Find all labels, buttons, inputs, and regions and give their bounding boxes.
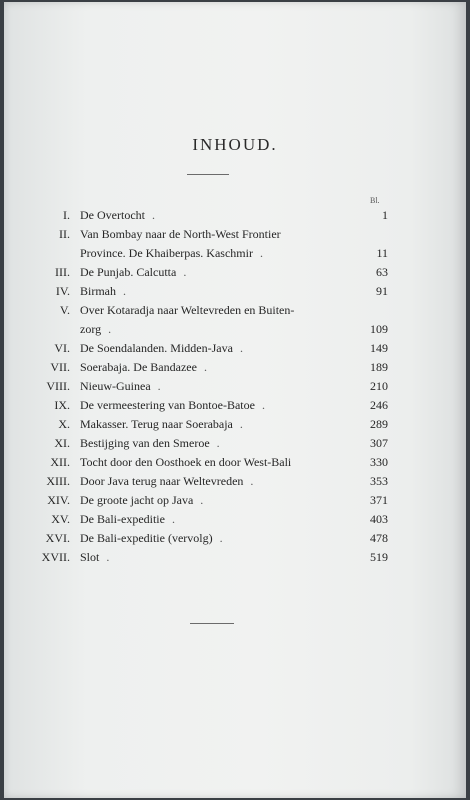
toc-entry: IX. De vermeestering van Bontoe-Batoe . 246 <box>28 398 388 417</box>
page-number: 330 <box>370 455 388 469</box>
toc-entry: XV. De Bali-expeditie . 403 <box>28 512 388 531</box>
chapter-title: De vermeestering van Bontoe-Batoe <box>80 398 255 412</box>
bottom-rule <box>190 623 234 624</box>
chapter-number: XIV. <box>47 493 70 507</box>
chapter-number: II. <box>59 227 70 241</box>
chapter-number: III. <box>55 265 70 279</box>
page-number: 91 <box>376 284 388 298</box>
chapter-number: XVII. <box>41 550 70 564</box>
chapter-title: Soerabaja. De Bandazee <box>80 360 197 374</box>
chapter-title: Van Bombay naar de North-West Frontier <box>80 227 281 241</box>
page-column-header: Bl. <box>370 196 380 205</box>
page-number: 149 <box>370 341 388 355</box>
chapter-number: VI. <box>54 341 70 355</box>
page-number: 371 <box>370 493 388 507</box>
page-title: INHOUD. <box>192 135 278 154</box>
chapter-number: X. <box>58 417 70 431</box>
page-number: 519 <box>370 550 388 564</box>
chapter-number: I. <box>63 208 70 222</box>
chapter-title: De groote jacht op Java <box>80 493 194 507</box>
toc-entry: II. Van Bombay naar de North-West Frontier Province. De Khaiberpas. Kaschmir . 11 <box>28 227 388 265</box>
toc-entry: IV. Birmah . 91 <box>28 284 388 303</box>
chapter-title: Over Kotaradja naar Weltevreden en Buiten- <box>80 303 295 317</box>
chapter-title: Tocht door den Oosthoek en door West-Bali <box>80 455 292 469</box>
toc-entry: I. De Overtocht . 1 <box>28 208 388 227</box>
page-number: 210 <box>370 379 388 393</box>
title-rule <box>187 174 229 175</box>
toc-entry: VI. De Soendalanden. Midden-Java . 149 <box>28 341 388 360</box>
chapter-title: De Bali-expeditie <box>80 512 165 526</box>
toc-entry: XVII. Slot . 519 <box>28 550 388 569</box>
chapter-number: XV. <box>51 512 70 526</box>
chapter-title: Nieuw-Guinea <box>80 379 151 393</box>
page-number: 478 <box>370 531 388 545</box>
toc-entry: XIII. Door Java terug naar Weltevreden . 353 <box>28 474 388 493</box>
chapter-title: De Bali-expeditie (vervolg) <box>80 531 213 545</box>
chapter-title: Bestijging van den Smeroe <box>80 436 210 450</box>
page-number: 189 <box>370 360 388 374</box>
chapter-title: Makasser. Terug naar Soerabaja <box>80 417 233 431</box>
chapter-title: De Punjab. Calcutta <box>80 265 177 279</box>
chapter-title-continued: zorg <box>80 322 102 336</box>
toc-entry <box>28 455 388 474</box>
chapter-title: Birmah <box>80 284 116 298</box>
table-of-contents <box>28 208 388 569</box>
chapter-number: V. <box>59 303 70 317</box>
toc-entry: X. Makasser. Terug naar Soerabaja . 289 <box>28 417 388 436</box>
toc-entry: XIV. De groote jacht op Java . 371 <box>28 493 388 512</box>
chapter-title: Slot <box>80 550 100 564</box>
page-number: 63 <box>376 265 388 279</box>
page-number: 353 <box>370 474 388 488</box>
chapter-title: De Soendalanden. Midden-Java <box>80 341 233 355</box>
chapter-title: Door Java terug naar Weltevreden <box>80 474 244 488</box>
chapter-number: XIII. <box>46 474 70 488</box>
page-number: 307 <box>370 436 388 450</box>
chapter-number: VIII. <box>46 379 70 393</box>
chapter-number: XII. <box>50 455 70 469</box>
toc-entry: VII. Soerabaja. De Bandazee . 189 <box>28 360 388 379</box>
book-page <box>4 2 466 798</box>
toc-entry: XVI. De Bali-expeditie (vervolg) . 478 <box>28 531 388 550</box>
chapter-number: VII. <box>50 360 70 374</box>
page-number: 11 <box>376 246 388 260</box>
toc-entry: III. De Punjab. Calcutta . 63 <box>28 265 388 284</box>
chapter-number: IV. <box>55 284 70 298</box>
page-number: 403 <box>370 512 388 526</box>
toc-entry: V. Over Kotaradja naar Weltevreden en Buiten- zorg . 109 <box>28 303 388 341</box>
chapter-number: XVI. <box>45 531 70 545</box>
chapter-number: XI. <box>54 436 70 450</box>
page-number: 109 <box>370 322 388 336</box>
page-number: 289 <box>370 417 388 431</box>
chapter-title: De Overtocht <box>80 208 145 222</box>
chapter-number: IX. <box>54 398 70 412</box>
page-number: 1 <box>382 208 388 222</box>
toc-entry: XI. Bestijging van den Smeroe . 307 <box>28 436 388 455</box>
toc-entry: VIII. Nieuw-Guinea . 210 <box>28 379 388 398</box>
page-number: 246 <box>370 398 388 412</box>
chapter-title-continued: Province. De Khaiberpas. Kaschmir <box>80 246 253 260</box>
